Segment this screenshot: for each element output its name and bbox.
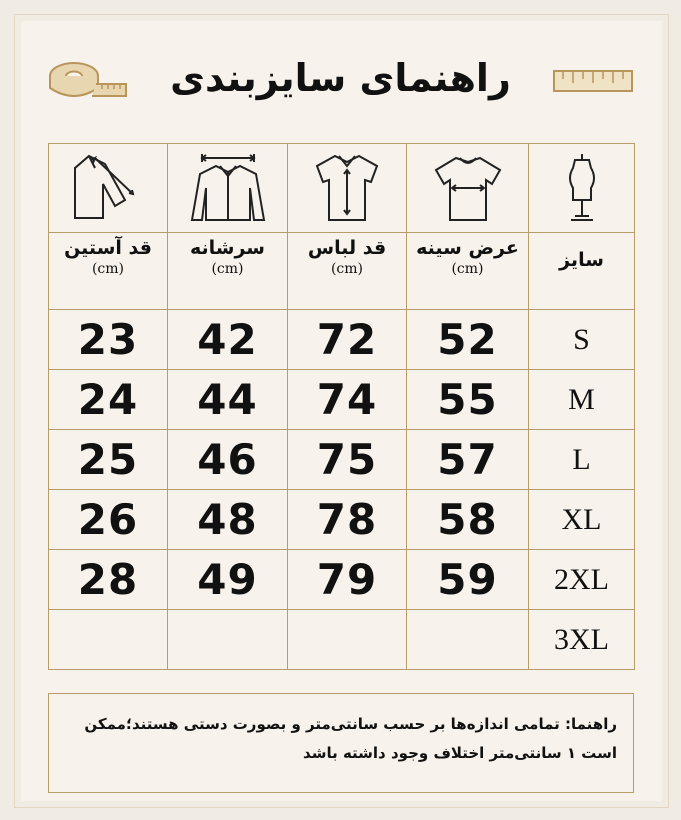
size-table	[48, 143, 635, 670]
icon-row	[49, 144, 635, 233]
chest-value: 57	[437, 435, 498, 484]
chest-width-icon	[407, 150, 528, 226]
garment-length-icon	[288, 150, 406, 226]
chest-value: 58	[437, 495, 498, 544]
sleeve-length-icon	[49, 150, 167, 226]
header-shoulder-unit: (cm)	[211, 261, 244, 277]
chest-value: 52	[437, 315, 498, 364]
shoulder-width-icon	[168, 150, 287, 226]
length-value: 72	[316, 315, 378, 364]
shoulder-value: 44	[197, 375, 258, 424]
size-value: XL	[561, 502, 602, 536]
length-value: 79	[316, 555, 378, 604]
page-title: راهنمای سایزبندی	[170, 56, 511, 100]
sleeve-value: 23	[77, 315, 139, 364]
length-value: 75	[316, 435, 378, 484]
header-sleeve-unit: (cm)	[91, 261, 125, 277]
shoulder-value: 49	[197, 555, 258, 604]
size-value: L	[572, 442, 591, 476]
size-value: 3XL	[554, 622, 609, 656]
header-shoulder: سرشانه	[190, 237, 265, 259]
length-value: 78	[316, 495, 378, 544]
sleeve-value: 26	[77, 495, 139, 544]
header-length-unit: (cm)	[330, 261, 364, 277]
table-row	[49, 550, 635, 610]
mannequin-icon	[529, 150, 634, 226]
table-row	[49, 430, 635, 490]
shoulder-value: 46	[197, 435, 258, 484]
chest-value: 59	[437, 555, 498, 604]
sleeve-value: 28	[77, 555, 139, 604]
table-row	[49, 610, 635, 670]
header-length: قد لباس	[307, 237, 387, 259]
header-size: سایز	[559, 249, 604, 271]
header-chest: عرض سینه	[416, 237, 519, 259]
chest-value: 55	[437, 375, 498, 424]
header-chest-unit: (cm)	[451, 261, 484, 277]
sleeve-value: 24	[77, 375, 139, 424]
table-row	[49, 310, 635, 370]
header-row	[49, 233, 635, 310]
shoulder-value: 48	[197, 495, 258, 544]
size-value: M	[568, 382, 595, 416]
table-row	[49, 370, 635, 430]
ruler-icon	[553, 70, 633, 92]
table-row	[49, 490, 635, 550]
length-value: 74	[316, 375, 378, 424]
size-value: S	[573, 322, 590, 356]
size-value: 2XL	[554, 562, 609, 596]
measurement-note: راهنما: تمامی اندازه‌ها بر حسب سانتی‌متر و بصورت دستی هستند؛ممکن است ۱ سانتی‌متر اختلاف وجود داشته باشد	[48, 693, 634, 793]
shoulder-value: 42	[197, 315, 258, 364]
header-sleeve: قد آستین	[64, 237, 152, 259]
sleeve-value: 25	[77, 435, 139, 484]
